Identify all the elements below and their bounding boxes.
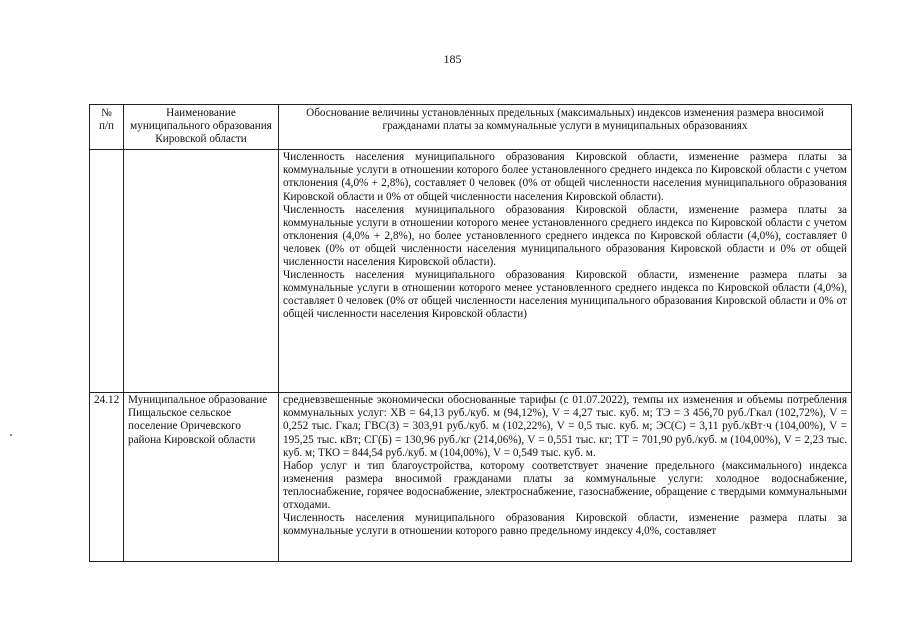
header-name: Наименование муниципального образования Кировской области [124,105,279,150]
justification-paragraph: Набор услуг и тип благоустройства, которому соответствует значение предельного (максимального) индекса изменения размера вносимой гражданами платы за коммунальные услуги: холодное водоснабжение, теплоснабжение, горячее водоснабжение, электроснабжение, газоснабжение, обращение с твердыми коммунальными отходами. [283,459,847,512]
row-num-cell: 24.12 [90,393,124,562]
justification-paragraph: средневзвешенные экономически обоснованные тарифы (с 01.07.2022), темпы их изменения и объемы потребления коммунальных услуг: ХВ = 64,13 руб./куб. м (94,12%), V = 4,27 тыс. куб. м; ТЭ = 3 456,70 руб./Гкал (102,72%), V = 0,252 тыс. Гкал; ГВС(З) = 303,91 руб./куб. м (102,22%), V = 0,5 тыс. куб. м; ЭС(С) = 3,11 руб./кВт·ч (104,00%), V = 195,25 тыс. кВт; СГ(Б) = 130,96 руб./кг (214,06%), V = 0,551 тыс. кг; ТТ = 701,90 руб./куб. м (104,00%), V = 2,23 тыс. куб. м; ТКО = 844,54 руб./куб. м (104,00%), V = 0,549 тыс. куб. м. [283,394,847,459]
row-name-cell [124,150,279,393]
justification-paragraph: Численность населения муниципального образования Кировской области, изменение размера платы за коммунальные услуги в отношении которого менее установленного среднего индекса по Кировской области (4,0%), составляет 0 человек (0% от общей численности населения муниципального образования Кировской области и 0% от общей численности населения Кировской области) [283,269,847,321]
justification-paragraph: Численность населения муниципального образования Кировской области, изменение размера платы за коммунальные услуги в отношении которого равно предельному индексу 4,0%, составляет [283,512,847,538]
header-justification: Обоснование величины установленных предельных (максимальных) индексов изменения размера вносимой гражданами платы за коммунальные услуги в муниципальных образованиях [279,105,852,150]
tariff-justification-table [89,104,852,562]
row-justification-cell [279,393,852,562]
justification-paragraph: Численность населения муниципального образования Кировской области, изменение размера платы за коммунальные услуги в отношении которого менее установленного среднего индекса по Кировской области с учетом отклонения (4,0% + 2,8%), но более установленного среднего индекса по Кировской области (4,0%), составляет 0 человек (0% от общей численности населения муниципального образования Кировской области и 0% от общей численности населения Кировской области). [283,203,847,269]
header-num: № п/п [90,105,124,150]
row-name-cell: Муниципальное образование Пищальское сельское поселение Оричевского района Кировской области [124,393,279,562]
table-row-24-12 [90,393,852,562]
table-row-continuation [90,150,852,393]
page-number: 185 [443,52,462,66]
table-header-row [90,105,852,150]
justification-paragraph: Численность населения муниципального образования Кировской области, изменение размера платы за коммунальные услуги в отношении которого более установленного среднего индекса по Кировской области с учетом отклонения (4,0% + 2,8%), составляет 0 человек (0% от общей численности населения муниципального образования Кировской области и 0% от общей численности населения Кировской области). [283,151,847,203]
row-num-cell [90,150,124,393]
row-justification-cell [279,150,852,393]
scan-artifact-dot [10,434,12,436]
